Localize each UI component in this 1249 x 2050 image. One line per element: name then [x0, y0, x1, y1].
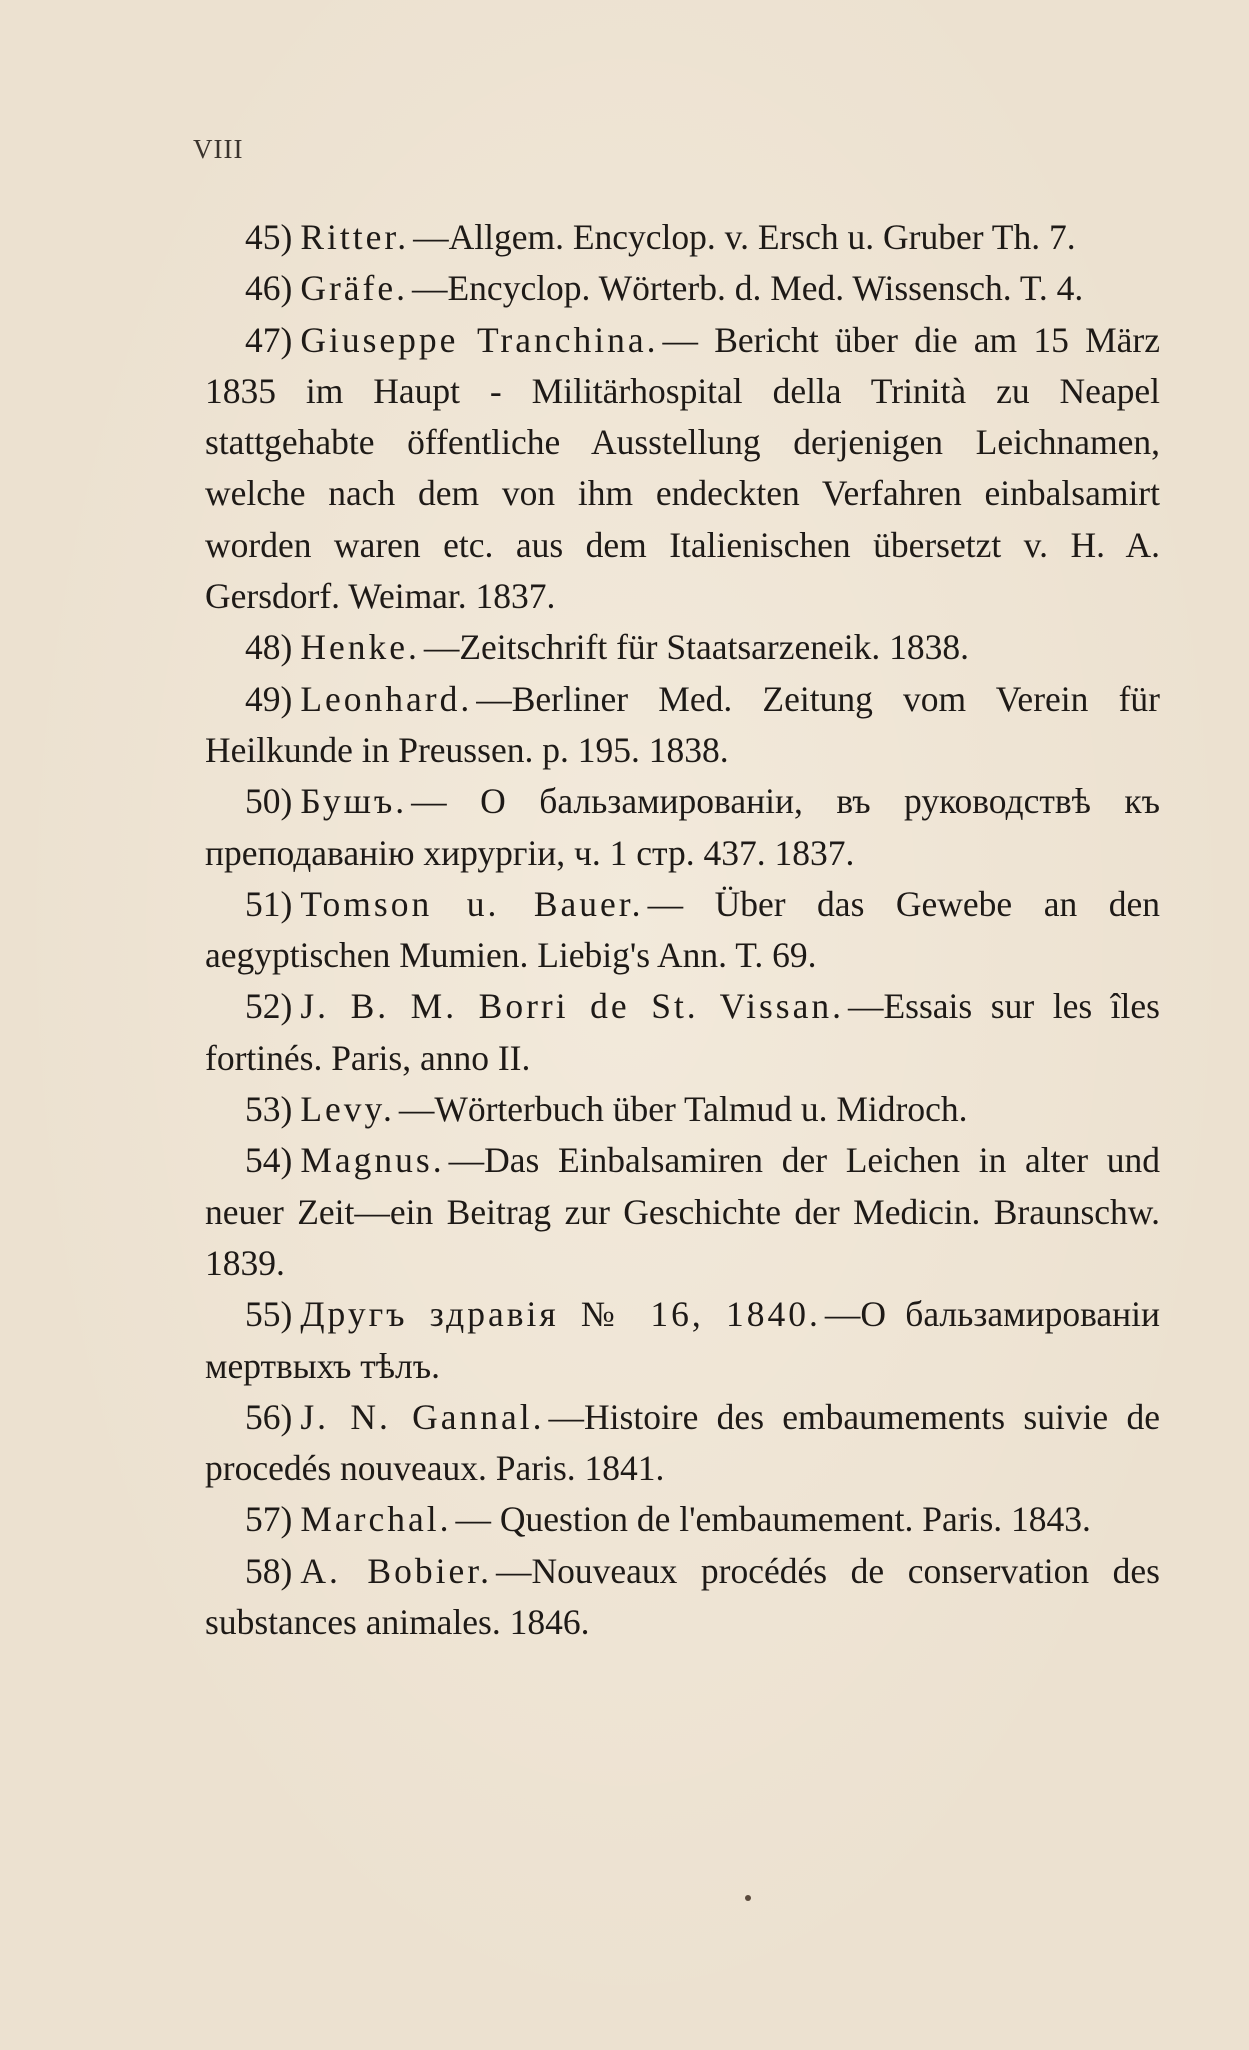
entry-text: —Essais sur les îles fortinés. Paris, anno II.	[205, 986, 1160, 1078]
entry-author: Tomson u. Bauer.	[300, 883, 644, 924]
entry-author: A. Bobier.	[300, 1550, 492, 1591]
entry-number: 50)	[245, 781, 293, 822]
entry-number: 56)	[245, 1396, 293, 1437]
bibliography-entry	[205, 315, 1160, 623]
entry-author: Marchal.	[300, 1499, 452, 1540]
entry-author: Бушъ.	[300, 781, 408, 822]
bibliography-entry	[205, 879, 1160, 982]
entry-text: —О бальзамированіи мертвыхъ тѣлъ.	[205, 1294, 1160, 1386]
entry-author: Другъ здравія № 16, 1840.	[300, 1294, 821, 1335]
entry-number: 49)	[245, 678, 293, 719]
entry-text: —Zeitschrift für Staatsarzeneik. 1838.	[423, 627, 969, 668]
entry-author: Leonhard.	[300, 678, 473, 719]
bibliography-entry	[205, 776, 1160, 879]
entry-text: —Wörterbuch über Talmud u. Midroch.	[398, 1089, 968, 1130]
entry-number: 55)	[245, 1294, 293, 1335]
entry-author: Gräfe.	[300, 268, 408, 309]
entry-number: 45)	[245, 217, 293, 257]
entry-number: 51)	[245, 883, 293, 924]
bibliography-entry	[205, 622, 1160, 673]
entry-number: 53)	[245, 1089, 293, 1130]
bibliography-entry	[205, 1494, 1160, 1545]
entry-text: — О бальзамированіи, въ руководствѣ къ преподаванію хирургіи, ч. 1 стр. 437. 1837.	[205, 781, 1160, 873]
bibliography-entry	[205, 1546, 1160, 1649]
entry-text: —Berliner Med. Zeitung vom Verein für Heilkunde in Preussen. p. 195. 1838.	[205, 678, 1160, 770]
bibliography-entry	[205, 674, 1160, 777]
entry-author: Henke.	[300, 627, 420, 668]
bibliography-entry	[205, 212, 1160, 263]
entry-author: Giuseppe Tranchina.	[300, 319, 659, 360]
bibliography-list	[205, 212, 1160, 1648]
entry-number: 52)	[245, 986, 293, 1027]
entry-text: —Das Einbalsamiren der Leichen in alter und neuer Zeit—ein Beitrag zur Geschichte der Medicin. Braunschw. 1839.	[205, 1140, 1160, 1283]
bibliography-entry	[205, 981, 1160, 1084]
entry-text: — Über das Gewebe an den aegyptischen Mumien. Liebig's Ann. T. 69.	[205, 883, 1160, 976]
bibliography-entry	[205, 1135, 1160, 1289]
entry-text: —Histoire des embaumements suivie de procedés nouveaux. Paris. 1841.	[205, 1396, 1160, 1489]
entry-text: —Allgem. Encyclop. v. Ersch u. Gruber Th. 7.	[413, 217, 1076, 257]
page-number: VIII	[193, 134, 244, 164]
bibliography-entry	[205, 263, 1160, 314]
entry-text: — Question de l'embaumement. Paris. 1843.	[455, 1499, 1091, 1540]
entry-author: J. B. M. Borri de St. Vissan.	[300, 986, 844, 1027]
bibliography-entry	[205, 1289, 1160, 1392]
entry-author: Levy.	[300, 1089, 395, 1130]
entry-number: 57)	[245, 1499, 293, 1540]
entry-number: 48)	[245, 627, 293, 668]
entry-number: 46)	[245, 268, 293, 309]
entry-text: —Nouveaux procédés de conservation des substances animales. 1846.	[205, 1550, 1160, 1643]
entry-text: —Encyclop. Wörterb. d. Med. Wissensch. T. 4.	[412, 268, 1084, 309]
entry-author: Ritter.	[300, 217, 410, 257]
bibliography-entry	[205, 1392, 1160, 1495]
ink-speck	[745, 1895, 751, 1901]
entry-author: J. N. Gannal.	[300, 1396, 545, 1437]
entry-number: 54)	[245, 1140, 293, 1181]
entry-number: 47)	[245, 319, 293, 360]
entry-number: 58)	[245, 1550, 293, 1591]
entry-text: — Bericht über die am 15 März 1835 im Haupt - Militärhospital della Trinità zu Neapel stattgehabte öffentliche Ausstellung derjenigen Leichnamen, welche nach dem von ihm endeckten Verfahren einbalsamirt worden waren etc. aus dem Italienischen übersetzt v. H. A. Gersdorf. Weimar. 1837.	[205, 319, 1160, 617]
bibliography-entry	[205, 1084, 1160, 1135]
entry-author: Magnus.	[300, 1140, 445, 1181]
